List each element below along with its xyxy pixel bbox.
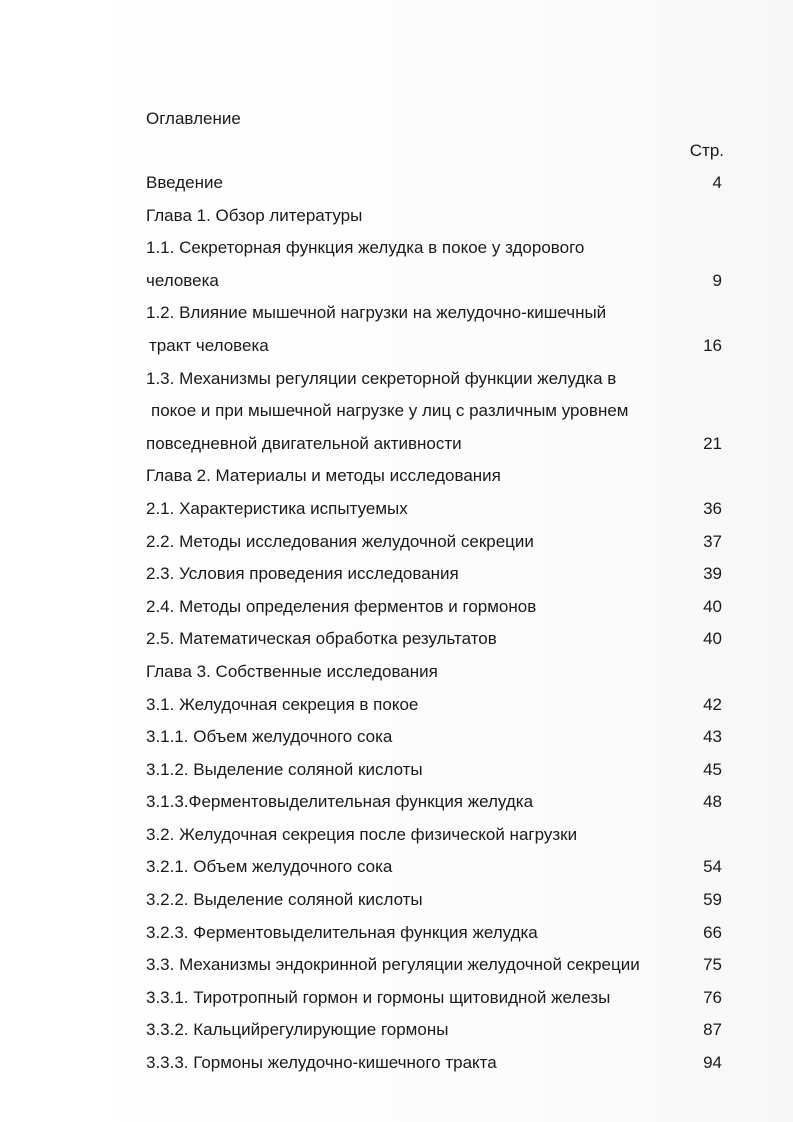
toc-entry-2-1 bbox=[146, 493, 736, 526]
toc-entry-page: 37 bbox=[703, 531, 722, 551]
toc-entry-text: 3.3.3. Гормоны желудочно-кишечного тракта bbox=[146, 1053, 497, 1073]
toc-entry-text: Введение bbox=[146, 173, 223, 192]
toc-entry-text: 1.2. Влияние мышечной нагрузки на желудочно-кишечный bbox=[146, 303, 607, 323]
toc-entry-text: 3.1.2. Выделение соляной кислоты bbox=[146, 759, 423, 779]
toc-entry-1-1 bbox=[146, 232, 736, 265]
toc-entry-text: 3.1.3.Ферментовыделительная функция желудка bbox=[146, 792, 534, 812]
toc-entry-page: 42 bbox=[703, 694, 722, 714]
toc-entry-2-3 bbox=[146, 558, 736, 591]
toc-entry-text: Глава 3. Собственные исследования bbox=[146, 661, 438, 681]
toc-entry-text: 3.3. Механизмы эндокринной регуляции желудочной секреции bbox=[146, 955, 640, 975]
toc-entry-3-2-3 bbox=[146, 917, 736, 950]
toc-entry-text: 3.1.1. Объем желудочного сока bbox=[146, 727, 393, 747]
toc-entry-page: 36 bbox=[703, 498, 722, 518]
toc-entry-1-3-cont2 bbox=[146, 428, 736, 461]
toc-entry-text: 2.5. Математическая обработка результатов bbox=[146, 629, 497, 649]
toc-entry-2-2 bbox=[146, 526, 736, 559]
toc-entry-3-1-3 bbox=[146, 786, 736, 819]
toc-entry-text: 3.3.2. Кальцийрегулирующие гормоны bbox=[146, 1020, 449, 1040]
toc-entry-page: 94 bbox=[703, 1053, 722, 1073]
toc-entry-text: Глава 1. Обзор литературы bbox=[146, 205, 363, 225]
toc-entry-3-3-1 bbox=[146, 982, 736, 1015]
toc-entry-text: 1.1. Секреторная функция желудка в покое у здорового bbox=[146, 238, 585, 258]
toc-entry-text: 2.4. Методы определения ферментов и гормонов bbox=[146, 596, 537, 616]
toc-entry-2-4 bbox=[146, 591, 736, 624]
toc-entry-page: 40 bbox=[703, 629, 722, 649]
toc-entry-text: 2.2. Методы исследования желудочной секреции bbox=[146, 531, 534, 551]
toc-entry-text: 3.2.1. Объем желудочного сока bbox=[146, 857, 393, 877]
toc-entry-1-3-cont bbox=[146, 395, 736, 428]
toc-entry-chapter-2 bbox=[146, 460, 736, 493]
toc-entry-3-3-2 bbox=[146, 1014, 736, 1047]
toc-entry-page: 54 bbox=[703, 857, 722, 877]
toc-entry-3-1-1 bbox=[146, 721, 736, 754]
toc-entry-2-5 bbox=[146, 623, 736, 656]
toc-entry-page: 48 bbox=[703, 792, 722, 812]
toc-entry-chapter-3 bbox=[146, 656, 736, 689]
toc-entry-text: 3.2.3. Ферментовыделительная функция желудка bbox=[146, 922, 538, 942]
toc-entry-introduction bbox=[146, 167, 736, 200]
toc-title: Оглавление bbox=[146, 109, 241, 128]
page-column-label: Стр. bbox=[689, 141, 724, 160]
toc-entry-1-1-cont bbox=[146, 265, 736, 298]
toc-entry-text: человека bbox=[146, 270, 219, 290]
toc-entry-page: 75 bbox=[703, 955, 722, 975]
toc-entry-page: 76 bbox=[703, 987, 722, 1007]
toc-entry-1-2 bbox=[146, 297, 736, 330]
toc-entry-page: 21 bbox=[703, 433, 722, 453]
toc-entry-3-3 bbox=[146, 949, 736, 982]
toc-entry-chapter-1 bbox=[146, 200, 736, 233]
toc-entry-text: покое и при мышечной нагрузке у лиц с различным уровнем bbox=[151, 401, 629, 421]
toc-entry-page: 16 bbox=[703, 335, 722, 355]
toc-entry-1-2-cont bbox=[146, 330, 736, 363]
toc-entry-text: 3.2.2. Выделение соляной кислоты bbox=[146, 890, 423, 910]
toc-entry-3-2 bbox=[146, 819, 736, 852]
toc-entry-text: повседневной двигательной активности bbox=[146, 433, 462, 453]
toc-entry-text: 3.3.1. Тиротропный гормон и гормоны щитовидной железы bbox=[146, 987, 611, 1007]
toc-entry-page: 87 bbox=[703, 1020, 722, 1040]
toc-entry-page: 59 bbox=[703, 890, 722, 910]
toc-entry-text: 1.3. Механизмы регуляции секреторной функции желудка в bbox=[146, 368, 617, 388]
toc-entry-page: 45 bbox=[703, 759, 722, 779]
toc-entry-text: 2.1. Характеристика испытуемых bbox=[146, 498, 408, 518]
table-of-contents bbox=[146, 103, 736, 1080]
toc-entry-1-3 bbox=[146, 363, 736, 396]
toc-entry-text: 3.2. Желудочная секреция после физической нагрузки bbox=[146, 824, 578, 844]
toc-entry-3-2-2 bbox=[146, 884, 736, 917]
toc-entry-text: 3.1. Желудочная секреция в покое bbox=[146, 694, 419, 714]
toc-entry-page: 4 bbox=[712, 173, 722, 192]
toc-entry-text: тракт человека bbox=[149, 335, 269, 355]
toc-entry-page: 39 bbox=[703, 564, 722, 584]
toc-entry-page: 9 bbox=[712, 270, 722, 290]
toc-entry-text: Глава 2. Материалы и методы исследования bbox=[146, 466, 501, 486]
toc-entry-text: 2.3. Условия проведения исследования bbox=[146, 564, 459, 584]
toc-entry-page: 40 bbox=[703, 596, 722, 616]
toc-entry-3-2-1 bbox=[146, 851, 736, 884]
toc-entry-3-1 bbox=[146, 689, 736, 722]
toc-entry-3-1-2 bbox=[146, 754, 736, 787]
toc-entry-page: 43 bbox=[703, 727, 722, 747]
toc-entry-3-3-3 bbox=[146, 1047, 736, 1080]
toc-entry-page: 66 bbox=[703, 922, 722, 942]
